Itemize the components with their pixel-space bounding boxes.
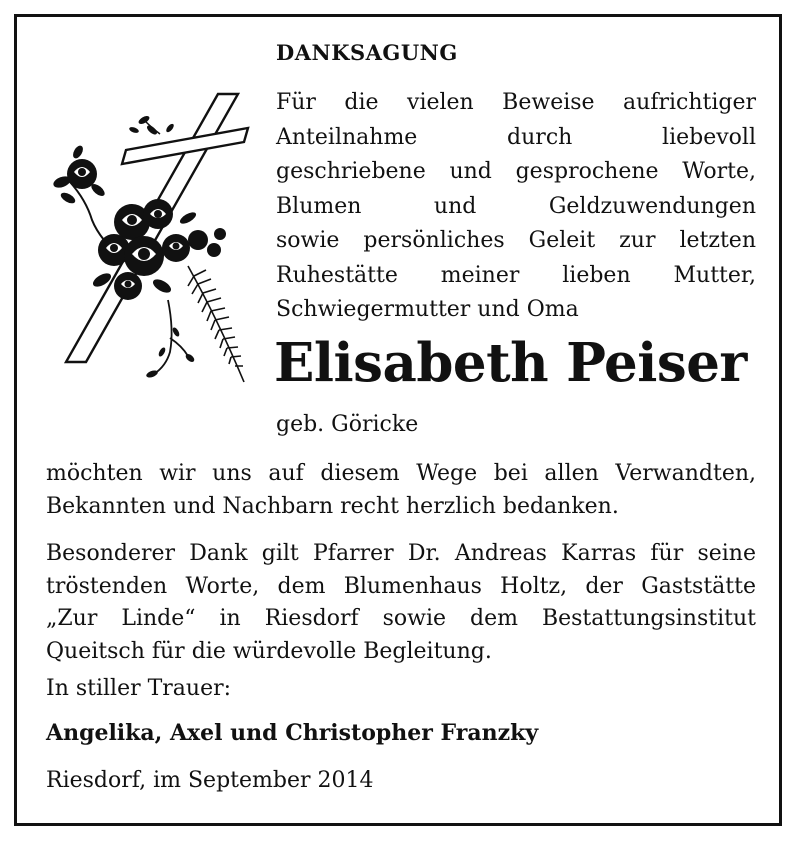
special-thanks-line: tröstenden Worte, dem Blumenhaus Holtz, der Gaststätte [46,573,756,599]
thanks-line: möchten wir uns auf diesem Wege bei allen Verwandten, [46,461,756,486]
maiden-name: geb. Göricke [276,412,419,437]
intro-line: Für die vielen Beweise aufrichtiger [276,90,756,115]
deceased-name: Elisabeth Peiser [274,332,747,394]
intro-paragraph [276,86,756,328]
intro-line: Ruhestätte meiner lieben Mutter, [276,262,756,288]
intro-line: Blumen und Geldzuwendungen [276,193,756,219]
notice-heading: DANKSAGUNG [276,40,458,65]
special-thanks-line: „Zur Linde“ in Riesdorf sowie dem Bestattungsinstitut [46,606,756,631]
thanks-paragraph [46,458,756,523]
special-thanks-line: Queitsch für die würdevolle Begleitung. [46,638,492,664]
family-names: Angelika, Axel und Christopher Franzky [46,720,539,746]
intro-line: sowie persönliches Geleit zur letzten [276,228,756,253]
special-thanks-paragraph [46,538,756,668]
cross-with-roses-icon [48,90,258,390]
intro-line: Anteilnahme durch liebevoll [276,124,756,150]
mourning-label: In stiller Trauer: [46,676,232,701]
place-date: Riesdorf, im September 2014 [46,768,374,793]
special-thanks-line: Besonderer Dank gilt Pfarrer Dr. Andreas Karras für seine [46,541,756,566]
thanks-line: Bekannten und Nachbarn recht herzlich bedanken. [46,493,619,519]
intro-line: geschriebene und gesprochene Worte, [276,159,756,184]
intro-line: Schwiegermutter und Oma [276,297,579,322]
